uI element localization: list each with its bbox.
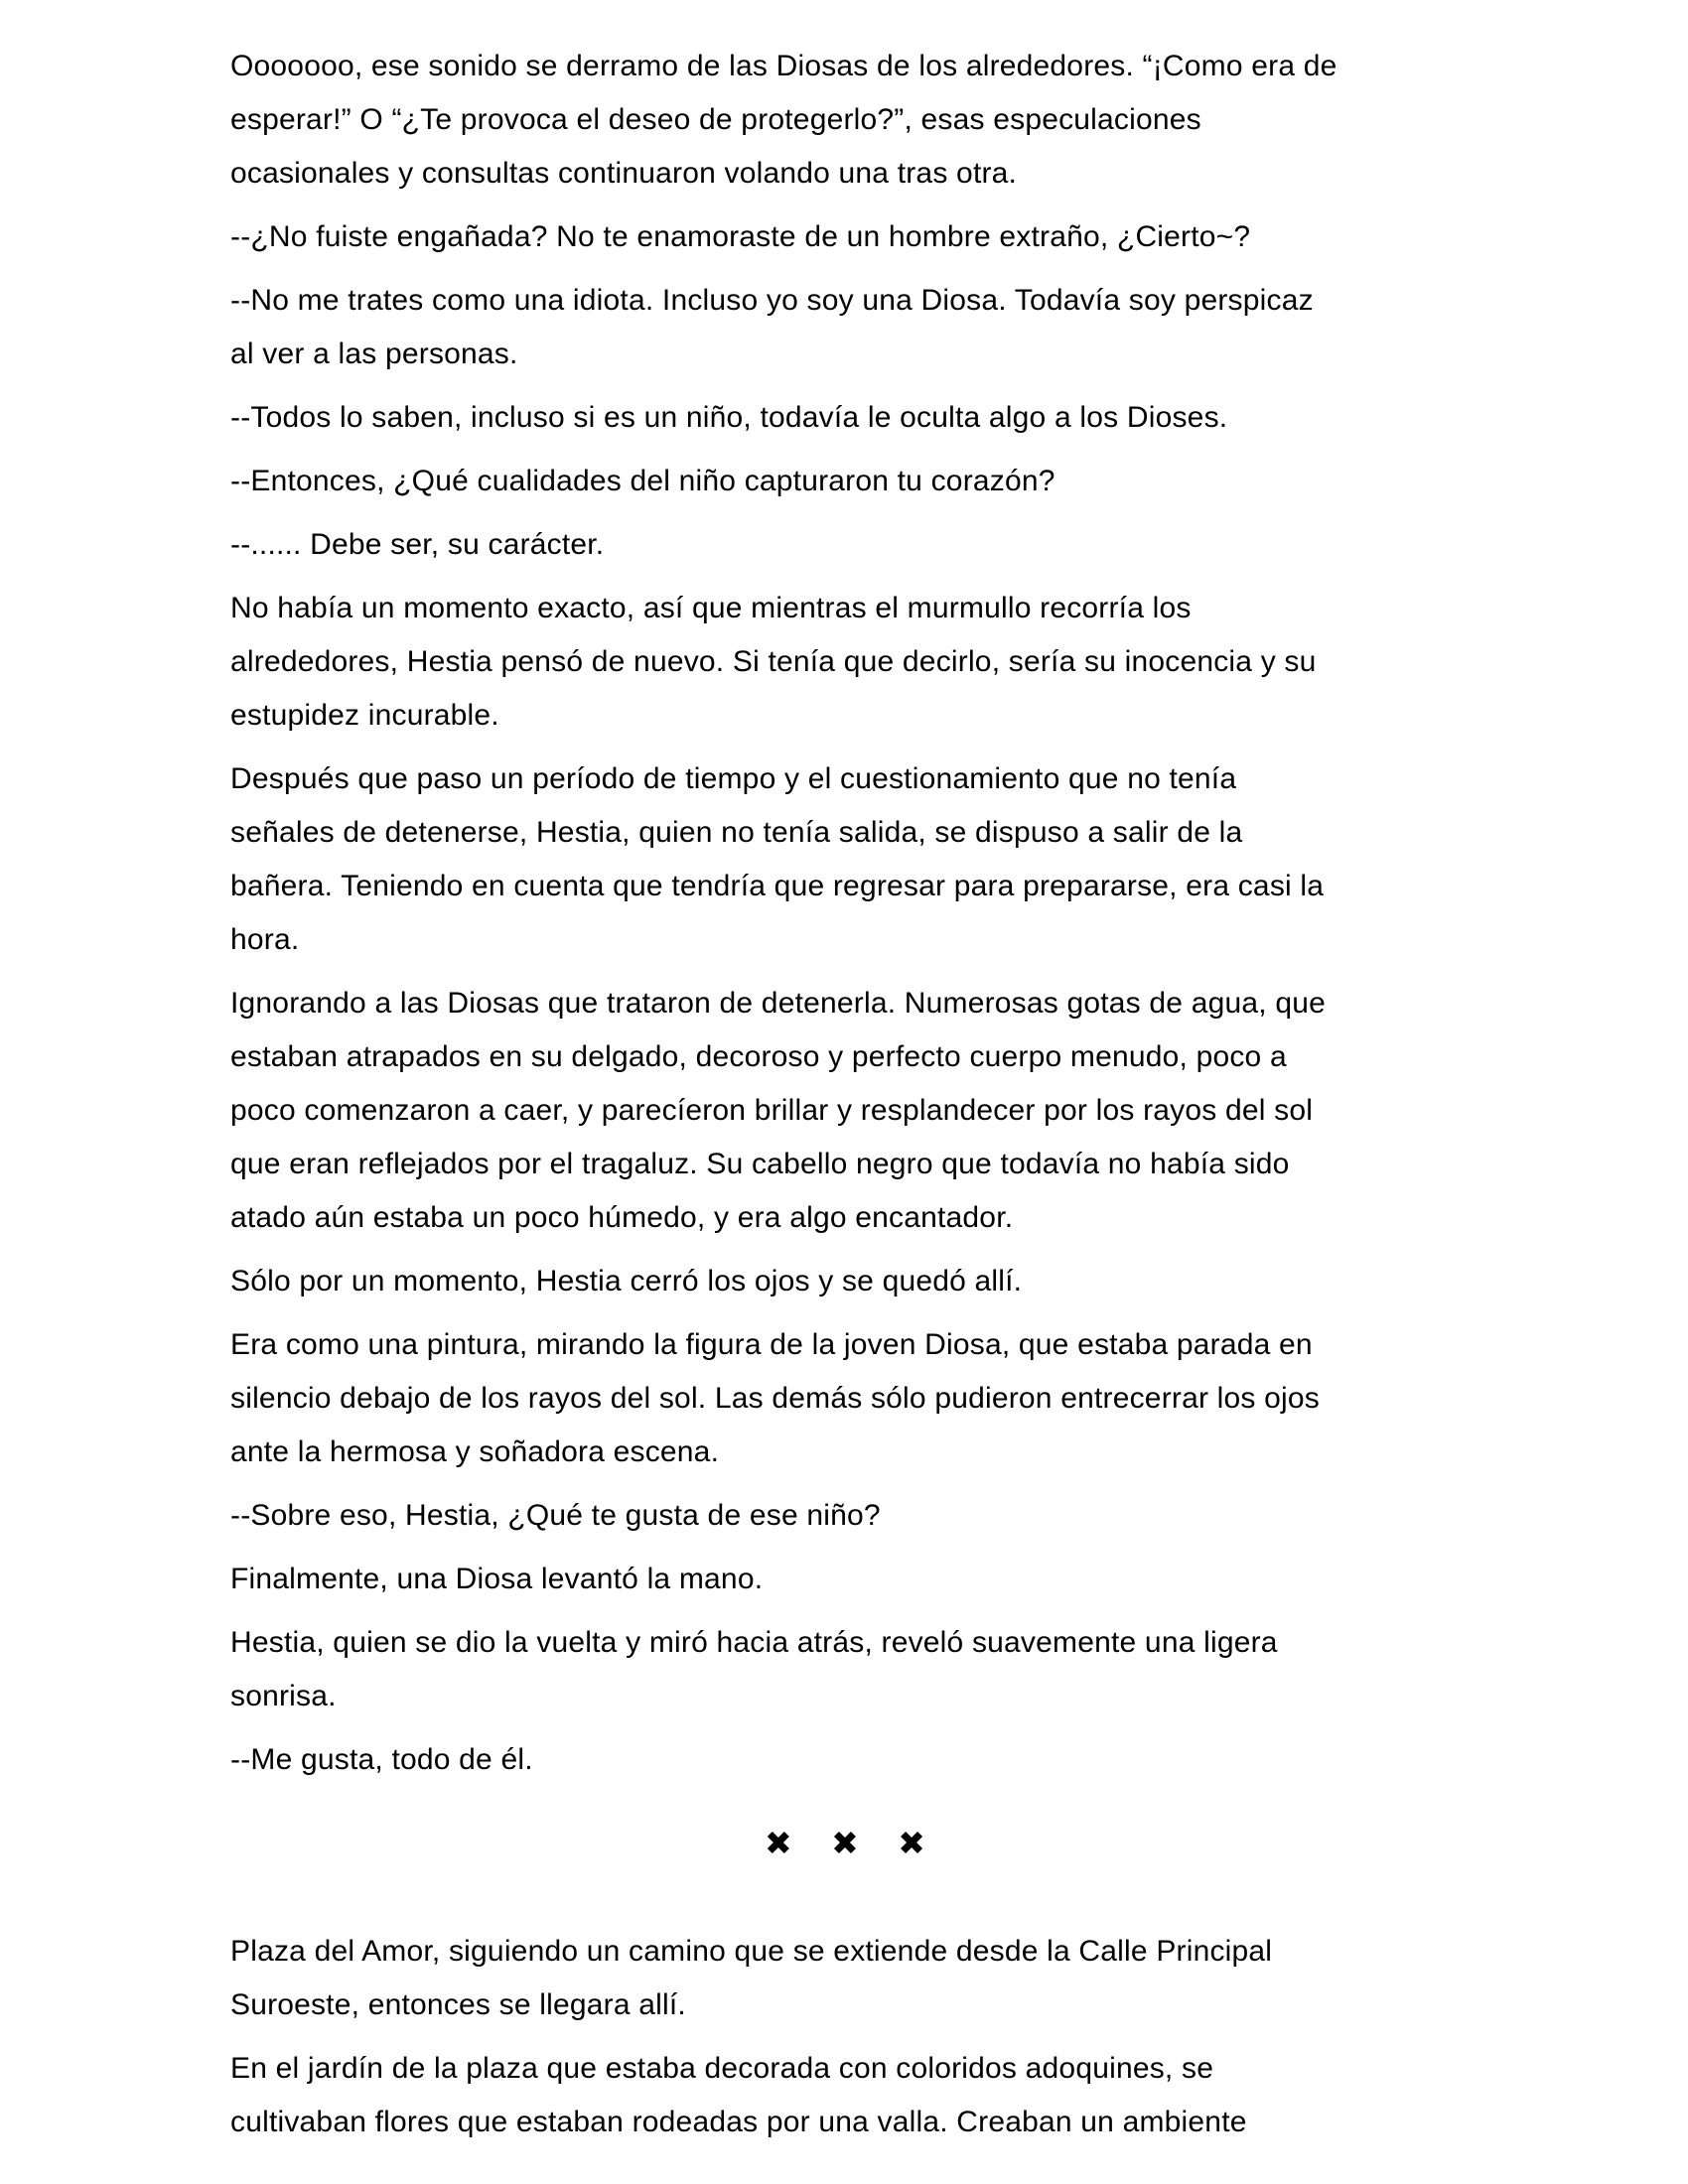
paragraph <box>230 1925 1460 2032</box>
text-line: --No me trates como una idiota. Incluso yo soy una Diosa. Todavía soy perspicaz <box>230 284 1314 317</box>
text-line: silencio debajo de los rayos del sol. Las demás sólo pudieron entrecerrar los ojos <box>230 1382 1321 1415</box>
text-line: sonrisa. <box>230 1680 337 1712</box>
text-line: --Entonces, ¿Qué cualidades del niño capturaron tu corazón? <box>230 465 1055 497</box>
text-line: Plaza del Amor, siguiendo un camino que se extiende desde la Calle Principal <box>230 1935 1273 1968</box>
text-line: Después que paso un período de tiempo y el cuestionamiento que no tenía <box>230 762 1237 795</box>
paragraph <box>230 2042 1460 2149</box>
paragraph <box>230 977 1460 1245</box>
text-line: En el jardín de la plaza que estaba decorada con coloridos adoquines, se <box>230 2052 1214 2085</box>
paragraph <box>230 1255 1460 1308</box>
paragraph <box>230 1318 1460 1479</box>
paragraph <box>230 40 1460 201</box>
text-line: bañera. Teniendo en cuenta que tendría que regresar para prepararse, era casi la <box>230 870 1325 902</box>
text-line: --Me gusta, todo de él. <box>230 1743 533 1776</box>
paragraph <box>230 455 1460 508</box>
text-line: atado aún estaba un poco húmedo, y era algo encantador. <box>230 1201 1014 1234</box>
text-line: Ooooooo, ese sonido se derramo de las Diosas de los alrededores. “¡Como era de <box>230 50 1337 82</box>
text-line: al ver a las personas. <box>230 338 518 370</box>
paragraph <box>230 1733 1460 1787</box>
paragraph <box>230 518 1460 572</box>
paragraph <box>230 210 1460 264</box>
text-line: ocasionales y consultas continuaron volando una tras otra. <box>230 157 1018 190</box>
text-line: --Todos lo saben, incluso si es un niño, todavía le oculta algo a los Dioses. <box>230 401 1228 434</box>
text-line: --Sobre eso, Hestia, ¿Qué te gusta de ese niño? <box>230 1499 881 1532</box>
text-line: Ignorando a las Diosas que trataron de detenerla. Numerosas gotas de agua, que <box>230 987 1326 1020</box>
text-line: Era como una pintura, mirando la figura de la joven Diosa, que estaba parada en <box>230 1328 1313 1361</box>
text-line: señales de detenerse, Hestia, quien no tenía salida, se dispuso a salir de la <box>230 816 1243 849</box>
section-break-x-marks: ✖ ✖ ✖ <box>765 1824 939 1862</box>
text-line: Suroeste, entonces se llegara allí. <box>230 1988 686 2021</box>
text-line: cultivaban flores que estaban rodeadas por una valla. Creaban un ambiente <box>230 2106 1247 2138</box>
text-line: poco comenzaron a caer, y parecíeron brillar y resplandecer por los rayos del sol <box>230 1094 1314 1127</box>
text-line: estaban atrapados en su delgado, decoroso y perfecto cuerpo menudo, poco a <box>230 1040 1287 1073</box>
document-body <box>230 40 1460 2149</box>
text-line: --¿No fuiste engañada? No te enamoraste de un hombre extraño, ¿Cierto~? <box>230 220 1251 253</box>
text-line: ante la hermosa y soñadora escena. <box>230 1435 720 1468</box>
text-line: --...... Debe ser, su carácter. <box>230 528 605 561</box>
text-line: hora. <box>230 923 300 956</box>
text-line: Sólo por un momento, Hestia cerró los ojos y se quedó allí. <box>230 1265 1023 1297</box>
text-line: alrededores, Hestia pensó de nuevo. Si tenía que decirlo, sería su inocencia y su <box>230 645 1317 678</box>
paragraph <box>230 582 1460 743</box>
paragraph <box>230 1553 1460 1606</box>
text-line: Hestia, quien se dio la vuelta y miró hacia atrás, reveló suavemente una ligera <box>230 1626 1278 1659</box>
text-line: que eran reflejados por el tragaluz. Su cabello negro que todavía no había sido <box>230 1148 1290 1180</box>
text-line: estupidez incurable. <box>230 699 499 732</box>
text-line: Finalmente, una Diosa levantó la mano. <box>230 1563 764 1595</box>
paragraph <box>230 1489 1460 1543</box>
paragraph <box>230 1616 1460 1723</box>
text-line: esperar!” O “¿Te provoca el deseo de protegerlo?”, esas especulaciones <box>230 103 1201 136</box>
text-line: No había un momento exacto, así que mientras el murmullo recorría los <box>230 592 1192 624</box>
paragraph <box>230 752 1460 967</box>
paragraph <box>230 274 1460 381</box>
paragraph <box>230 391 1460 445</box>
